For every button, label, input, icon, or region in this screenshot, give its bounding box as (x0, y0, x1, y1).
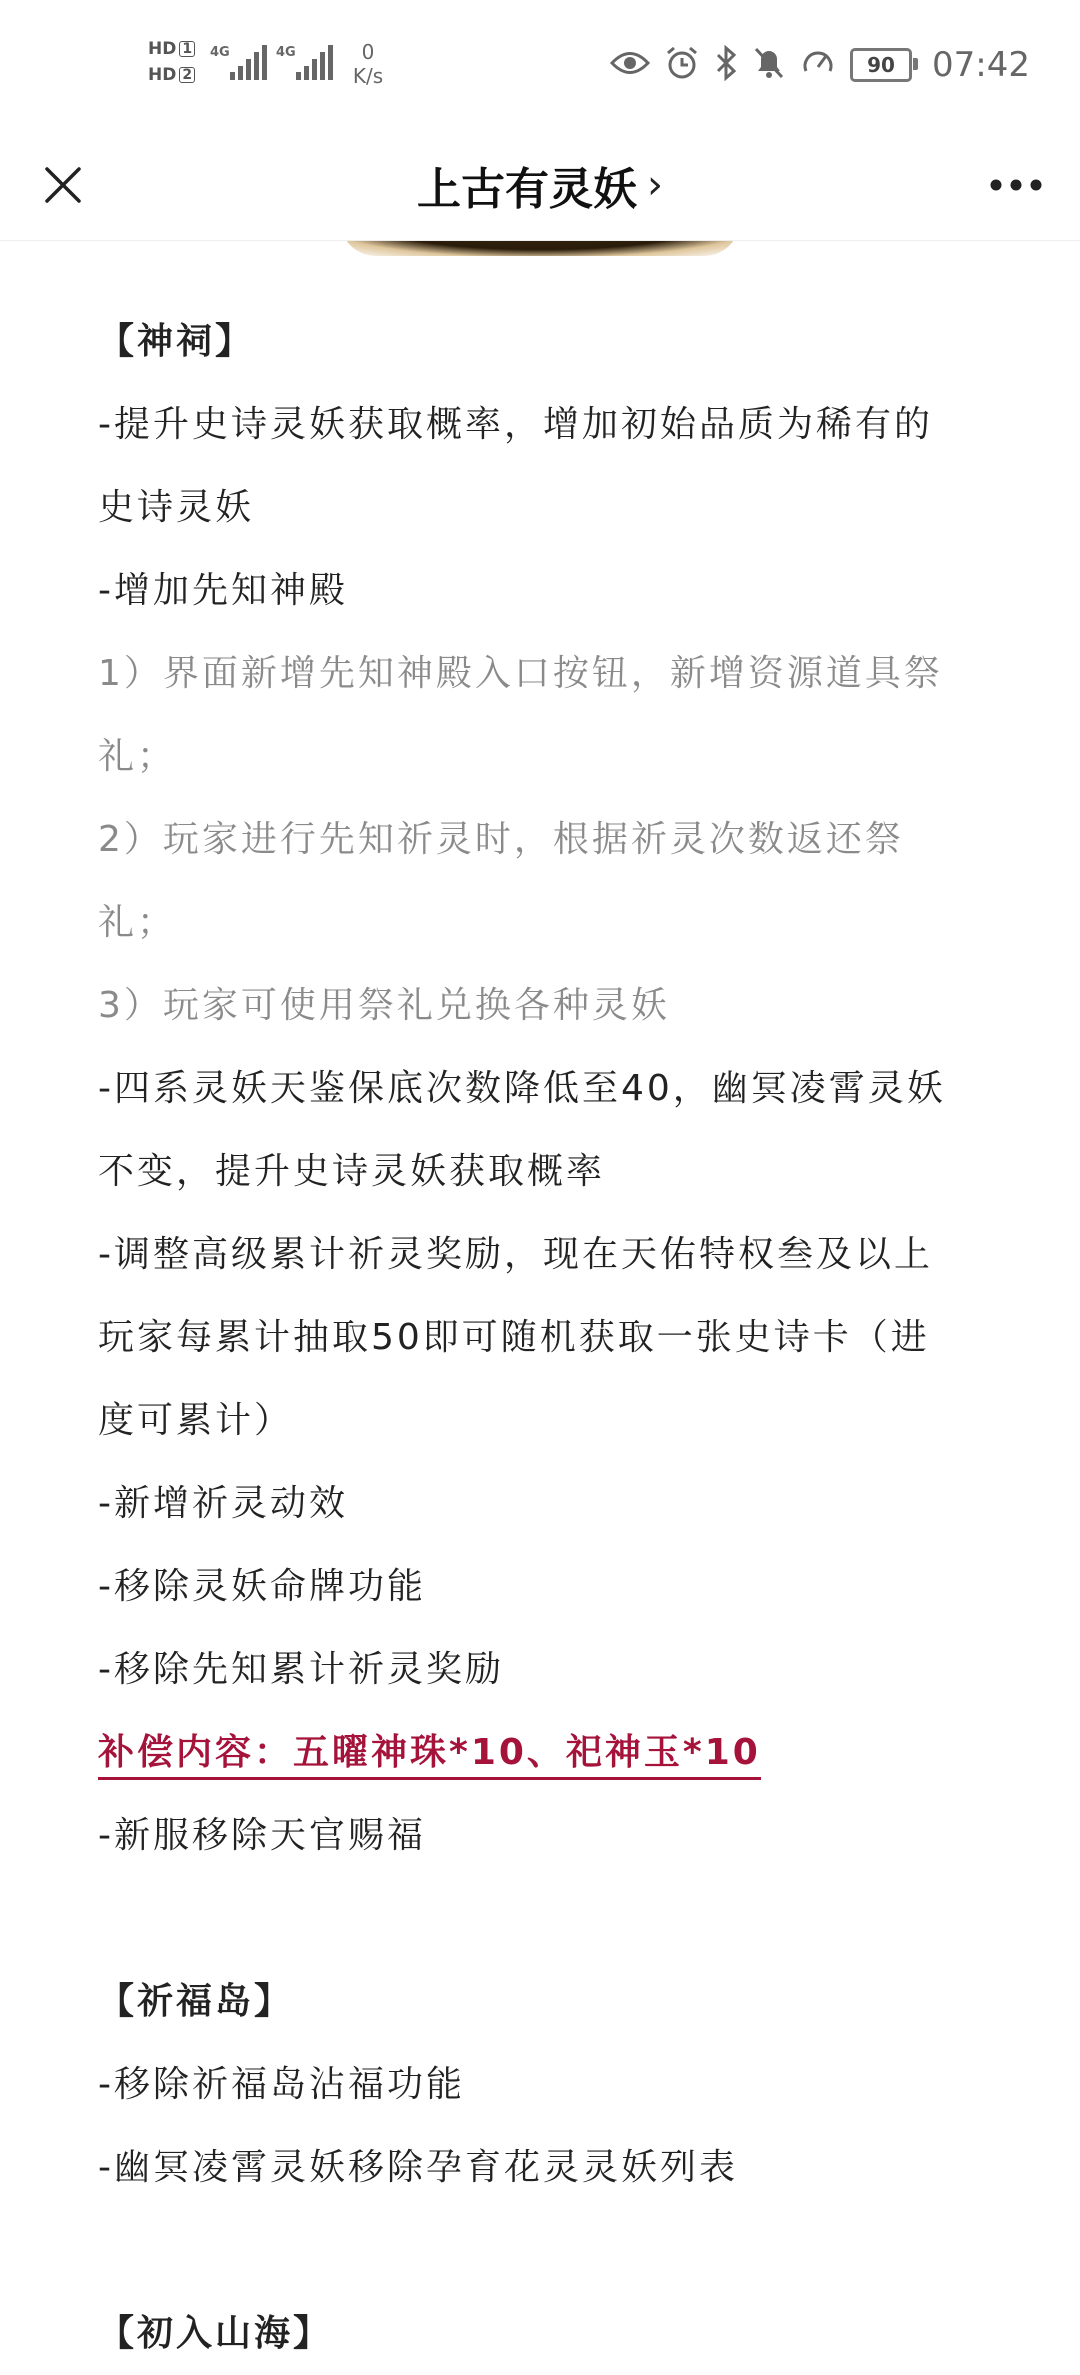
article-line: -提升史诗灵妖获取概率，增加初始品质为稀有的 (98, 404, 933, 445)
article-line: 礼； (98, 902, 177, 943)
article-line: 玩家每累计抽取50即可随机获取一张史诗卡（进 (98, 1317, 930, 1358)
clock: 07:42 (932, 45, 1030, 85)
article-line: 不变，提升史诗灵妖获取概率 (98, 1151, 606, 1192)
article-line: 1）界面新增先知神殿入口按钮，新增资源道具祭 (98, 653, 943, 694)
battery-icon (850, 48, 912, 82)
spacer (98, 2209, 998, 2292)
sim-indicators (148, 36, 200, 88)
compensation-text: 补偿内容：五曜神珠*10、祀神玉*10 (98, 1732, 761, 1780)
more-dots-icon (989, 178, 1043, 192)
article-line: -移除灵妖命牌功能 (98, 1566, 426, 1607)
more-button[interactable] (976, 150, 1056, 220)
compensation-highlight (98, 1711, 998, 1794)
article-line: 2）玩家进行先知祈灵时，根据祈灵次数返还祭 (98, 819, 904, 860)
account-title-link[interactable] (0, 130, 1080, 240)
status-bar (0, 0, 1080, 130)
network-type-1: 4G (210, 45, 230, 60)
sim-slot-1: 1 (179, 41, 195, 57)
article-line: -调整高级累计祈灵奖励，现在天佑特权叁及以上 (98, 1234, 933, 1275)
article-line: 度可累计） (98, 1400, 294, 1441)
signal-icon-2 (276, 42, 336, 88)
page-title: 上古有灵妖 (417, 164, 637, 215)
alarm-icon (664, 45, 700, 85)
section-heading: 【神祠】 (98, 321, 255, 362)
speedometer-icon (800, 45, 836, 85)
article-line: -新增祈灵动效 (98, 1483, 348, 1524)
nav-bar (0, 130, 1080, 241)
section-heading: 【祈福岛】 (98, 1981, 294, 2022)
network-speed-value: 0 (361, 40, 375, 64)
article-line: 礼； (98, 736, 177, 777)
article-line: -移除祈福岛沾福功能 (98, 2064, 465, 2105)
chevron-right-icon: › (647, 162, 663, 208)
article-line: -幽冥凌霄灵妖移除孕育花灵灵妖列表 (98, 2147, 738, 2188)
sim-slot-2: 2 (179, 67, 195, 83)
article-line: -新服移除天官赐福 (98, 1815, 426, 1856)
network-speed-unit: K/s (352, 64, 384, 88)
battery-level: 90 (867, 53, 895, 77)
article-line: 史诗灵妖 (98, 487, 255, 528)
network-speed (348, 40, 388, 88)
section-heading: 【初入山海】 (98, 2313, 333, 2354)
eye-icon (610, 48, 650, 82)
article-line: -四系灵妖天鉴保底次数降低至40，幽冥凌霄灵妖 (98, 1068, 946, 1109)
signal-icon-1 (210, 42, 270, 88)
mute-bell-icon (752, 45, 786, 85)
bluetooth-icon (714, 45, 738, 85)
network-type-2: 4G (276, 45, 296, 60)
article-line: -增加先知神殿 (98, 570, 348, 611)
article-body (98, 300, 998, 2375)
hd-badge-1: HD (148, 38, 177, 59)
article-line: -移除先知累计祈灵奖励 (98, 1649, 504, 1690)
spacer (98, 1877, 998, 1960)
hd-badge-2: HD (148, 64, 177, 85)
article-line: 3）玩家可使用祭礼兑换各种灵妖 (98, 985, 670, 1026)
